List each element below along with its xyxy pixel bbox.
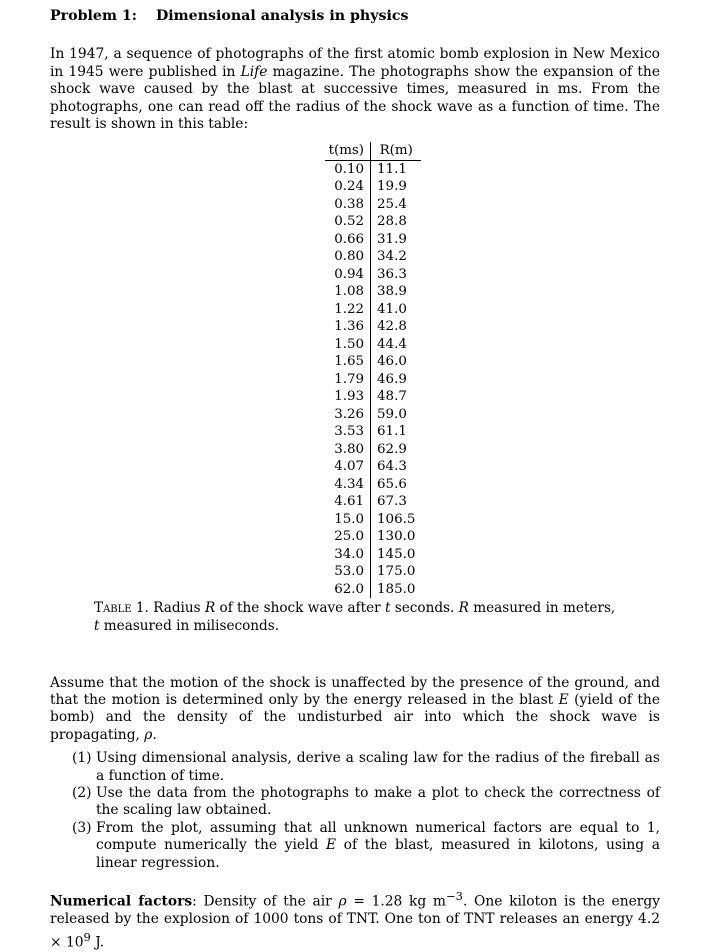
table-caption xyxy=(94,600,618,635)
assume-text: . xyxy=(152,726,157,743)
intro-text-2: magazine. The photographs show the expansion of the shock wave caused by the blast at successive times, measured in ms. From the photographs, one can read off the radius of the shock wave as a function of time. The result is shown in this table: xyxy=(50,63,660,133)
table-row xyxy=(325,353,422,371)
table-row xyxy=(325,563,422,581)
time-cell: 34.0 xyxy=(325,546,371,564)
table-row xyxy=(325,196,422,214)
task-text: Using dimensional analysis, derive a scaling law for the radius of the fireball as a function of time. xyxy=(96,750,660,784)
radius-cell: 65.6 xyxy=(377,476,407,492)
var-e: E xyxy=(558,692,569,709)
time-cell: 53.0 xyxy=(325,563,371,581)
time-cell: 3.26 xyxy=(325,406,371,424)
table-row xyxy=(325,458,422,476)
radius-cell: 64.3 xyxy=(377,459,407,475)
assume-text: Assume that the motion of the shock is unaffected by the presence of the ground, and that the motion is determined only by the energy released in the blast xyxy=(50,674,660,709)
time-cell: 62.0 xyxy=(325,581,371,599)
radius-cell: 19.9 xyxy=(377,179,407,195)
time-cell: 0.66 xyxy=(325,231,371,249)
intro-paragraph xyxy=(50,46,660,133)
numerical-factors xyxy=(50,888,660,951)
time-cell: 1.08 xyxy=(325,283,371,301)
table-row xyxy=(325,441,422,459)
table-row xyxy=(325,266,422,284)
assumption-paragraph xyxy=(50,675,660,745)
time-cell: 1.93 xyxy=(325,388,371,406)
caption-text: seconds. xyxy=(390,600,459,617)
table-row xyxy=(325,213,422,231)
caption-var-t: t xyxy=(94,618,100,635)
radius-cell: 61.1 xyxy=(377,424,407,440)
numerical-text: : Density of the air xyxy=(192,893,339,910)
table-row xyxy=(325,493,422,511)
numerical-text: = 1.28 kg m xyxy=(346,893,447,910)
table-row xyxy=(325,318,422,336)
task-text: From the plot, assuming that all unknown numerical factors are equal to 1, compute numerically the yield xyxy=(96,819,660,854)
table-wrapper xyxy=(50,142,660,598)
radius-cell: 28.8 xyxy=(377,214,407,230)
problem-heading xyxy=(50,8,660,25)
radius-cell: 145.0 xyxy=(377,546,416,562)
table-row xyxy=(325,248,422,266)
task-number: (1) xyxy=(72,750,92,767)
time-cell: 3.80 xyxy=(325,441,371,459)
table-row xyxy=(325,528,422,546)
task-text: of the blast, measured in kilotons, using a linear regression. xyxy=(96,837,660,871)
table-header-row xyxy=(325,142,422,160)
time-cell: 3.53 xyxy=(325,423,371,441)
caption-text: of the shock wave after xyxy=(215,600,385,617)
table-row xyxy=(325,301,422,319)
radius-cell: 42.8 xyxy=(377,319,407,335)
time-cell: 15.0 xyxy=(325,511,371,529)
radius-cell: 67.3 xyxy=(377,494,407,510)
time-cell: 0.24 xyxy=(325,178,371,196)
exponent: −3 xyxy=(446,889,463,904)
task-text: Use the data from the photographs to make a plot to check the correctness of the scaling law obtained. xyxy=(96,785,660,819)
time-cell: 25.0 xyxy=(325,528,371,546)
radius-cell: 25.4 xyxy=(377,196,407,212)
assume-text: (yield of the bomb) and the density of the undisturbed air into which the shock wave is propagating, xyxy=(50,692,660,743)
radius-cell: 175.0 xyxy=(377,564,416,580)
task-list xyxy=(50,750,660,872)
task-number: (3) xyxy=(72,819,92,836)
table-row xyxy=(325,546,422,564)
radius-cell: 62.9 xyxy=(377,441,407,457)
table-row xyxy=(325,511,422,529)
time-cell: 0.80 xyxy=(325,248,371,266)
caption-label: Table 1. xyxy=(94,600,149,617)
problem-label: Problem 1: xyxy=(50,8,138,24)
table-row xyxy=(325,476,422,494)
table-row xyxy=(325,388,422,406)
radius-cell: 46.9 xyxy=(377,371,407,387)
time-cell: 4.34 xyxy=(325,476,371,494)
numerical-text: J. xyxy=(90,934,105,951)
radius-cell: 185.0 xyxy=(377,581,416,597)
exponent: 9 xyxy=(83,929,91,944)
table-body xyxy=(325,160,422,598)
problem-title: Dimensional analysis in physics xyxy=(155,8,409,24)
caption-text: measured in miliseconds. xyxy=(99,618,280,635)
task-number: (2) xyxy=(72,785,92,802)
table-row xyxy=(325,423,422,441)
radius-cell: 38.9 xyxy=(377,284,407,300)
header-radius: R(m) xyxy=(371,142,422,160)
table-row xyxy=(325,178,422,196)
problem-sheet xyxy=(50,8,660,952)
task-item-2 xyxy=(50,785,660,820)
task-item-3 xyxy=(50,820,660,872)
time-cell: 0.52 xyxy=(325,213,371,231)
task-item-1 xyxy=(50,750,660,785)
time-cell: 0.94 xyxy=(325,266,371,284)
time-cell: 0.38 xyxy=(325,196,371,214)
header-time: t(ms) xyxy=(325,142,371,160)
time-cell: 1.79 xyxy=(325,371,371,389)
var-rho: ρ xyxy=(338,893,347,910)
radius-cell: 130.0 xyxy=(377,529,416,545)
table-row xyxy=(325,283,422,301)
magazine-name: Life xyxy=(240,63,268,80)
table-row xyxy=(325,160,422,178)
radius-cell: 34.2 xyxy=(377,249,407,265)
radius-cell: 106.5 xyxy=(377,511,416,527)
table-row xyxy=(325,406,422,424)
radius-cell: 59.0 xyxy=(377,406,407,422)
caption-text: measured in meters, xyxy=(468,600,616,617)
radius-cell: 41.0 xyxy=(377,301,407,317)
var-e: E xyxy=(325,837,337,854)
table-row xyxy=(325,231,422,249)
radius-cell: 31.9 xyxy=(377,231,407,247)
radius-cell: 44.4 xyxy=(377,336,407,352)
caption-text: Radius xyxy=(148,600,205,617)
caption-var-r: R xyxy=(458,600,469,617)
caption-var-r: R xyxy=(204,600,216,617)
time-cell: 1.50 xyxy=(325,336,371,354)
time-cell: 0.10 xyxy=(325,160,371,178)
radius-cell: 48.7 xyxy=(377,389,407,405)
table-row xyxy=(325,336,422,354)
time-cell: 1.36 xyxy=(325,318,371,336)
time-cell: 4.07 xyxy=(325,458,371,476)
intro-text-1: In 1947, a sequence of photographs of the first atomic bomb explosion in New Mexico in 1945 were published in xyxy=(50,46,660,80)
time-cell: 4.61 xyxy=(325,493,371,511)
table-row xyxy=(325,581,422,599)
numerical-label: Numerical factors xyxy=(50,893,193,910)
radius-cell: 36.3 xyxy=(377,266,407,282)
radius-cell: 46.0 xyxy=(377,354,407,370)
time-cell: 1.65 xyxy=(325,353,371,371)
time-cell: 1.22 xyxy=(325,301,371,319)
numerical-text: . One kiloton is the energy released by the explosion of 1000 tons of TNT. One ton of TNT releases an energy 4.2 × 10 xyxy=(50,893,660,951)
caption-var-t: t xyxy=(384,600,391,617)
radius-cell: 11.1 xyxy=(377,161,407,177)
radius-time-table xyxy=(325,142,422,598)
var-rho: ρ xyxy=(144,726,153,743)
table-row xyxy=(325,371,422,389)
